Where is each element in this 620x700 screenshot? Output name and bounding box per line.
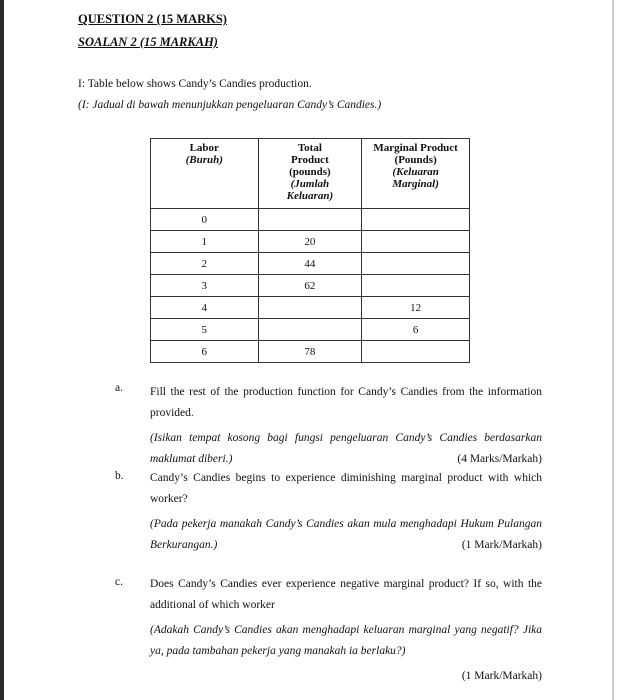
marginal-product-cell bbox=[362, 275, 470, 297]
labor-cell: 4 bbox=[151, 297, 259, 319]
question-b-marks: (1 Mark/Markah) bbox=[461, 539, 542, 551]
question-title: QUESTION 2 (15 MARKS) bbox=[78, 12, 227, 26]
question-c-text-malay: (Adakah Candy’s Candies akan menghadapi keluaran marginal yang negatif? Jika ya, pada tambahan pekerja yang manakah ia berlaku?) bbox=[150, 624, 542, 657]
total-product-cell: 78 bbox=[258, 341, 362, 363]
question-a-text: Fill the rest of the production function for Candy’s Candies from the information provided. bbox=[150, 386, 542, 419]
question-b bbox=[150, 468, 542, 556]
question-c-text: Does Candy’s Candies ever experience negative marginal product? If so, with the additional of which worker bbox=[150, 578, 542, 611]
table-row bbox=[151, 209, 470, 231]
table-row bbox=[151, 297, 470, 319]
question-c-label: c. bbox=[115, 576, 123, 588]
table-row bbox=[151, 341, 470, 363]
intro-text: I: Table below shows Candy’s Candies production. bbox=[78, 78, 312, 90]
labor-cell: 1 bbox=[151, 231, 259, 253]
question-b-text-malay: (Pada pekerja manakah Candy’s Candies akan mula menghadapi Hukum Pulangan Berkurangan.) bbox=[150, 518, 542, 551]
total-product-cell: 20 bbox=[258, 231, 362, 253]
question-c bbox=[150, 574, 542, 687]
labor-cell: 2 bbox=[151, 253, 259, 275]
table-header-row bbox=[151, 139, 470, 209]
question-title-malay: SOALAN 2 (15 MARKAH) bbox=[78, 35, 218, 49]
table-row bbox=[151, 319, 470, 341]
marginal-product-cell bbox=[362, 253, 470, 275]
total-product-cell: 62 bbox=[258, 275, 362, 297]
marginal-product-cell bbox=[362, 341, 470, 363]
table-row bbox=[151, 253, 470, 275]
table-row bbox=[151, 231, 470, 253]
question-a bbox=[150, 382, 542, 470]
labor-cell: 6 bbox=[151, 341, 259, 363]
page-right-edge bbox=[612, 0, 614, 700]
header-total-product: Total Product (pounds) (Jumlah Keluaran) bbox=[258, 139, 362, 209]
page-left-edge bbox=[0, 0, 4, 700]
total-product-cell bbox=[258, 297, 362, 319]
total-product-cell: 44 bbox=[258, 253, 362, 275]
labor-cell: 3 bbox=[151, 275, 259, 297]
question-b-label: b. bbox=[115, 470, 124, 482]
question-a-text-malay: (Isikan tempat kosong bagi fungsi pengeluaran Candy’s Candies berdasarkan maklumat diberi.) bbox=[150, 432, 542, 465]
table-row bbox=[151, 275, 470, 297]
marginal-product-cell: 6 bbox=[362, 319, 470, 341]
marginal-product-cell bbox=[362, 231, 470, 253]
labor-cell: 0 bbox=[151, 209, 259, 231]
total-product-cell bbox=[258, 209, 362, 231]
production-table bbox=[150, 138, 470, 363]
intro-text-malay: (I: Jadual di bawah menunjukkan pengeluaran Candy’s Candies.) bbox=[78, 99, 382, 111]
marginal-product-cell bbox=[362, 209, 470, 231]
question-c-marks: (1 Mark/Markah) bbox=[461, 670, 542, 682]
marginal-product-cell: 12 bbox=[362, 297, 470, 319]
question-a-label: a. bbox=[115, 382, 123, 394]
total-product-cell bbox=[258, 319, 362, 341]
labor-cell: 5 bbox=[151, 319, 259, 341]
question-b-text: Candy’s Candies begins to experience diminishing marginal product with which worker? bbox=[150, 472, 542, 505]
header-labor: Labor (Buruh) bbox=[151, 139, 259, 209]
header-marginal-product: Marginal Product (Pounds) (Keluaran Marginal) bbox=[362, 139, 470, 209]
question-a-marks: (4 Marks/Markah) bbox=[457, 453, 542, 465]
